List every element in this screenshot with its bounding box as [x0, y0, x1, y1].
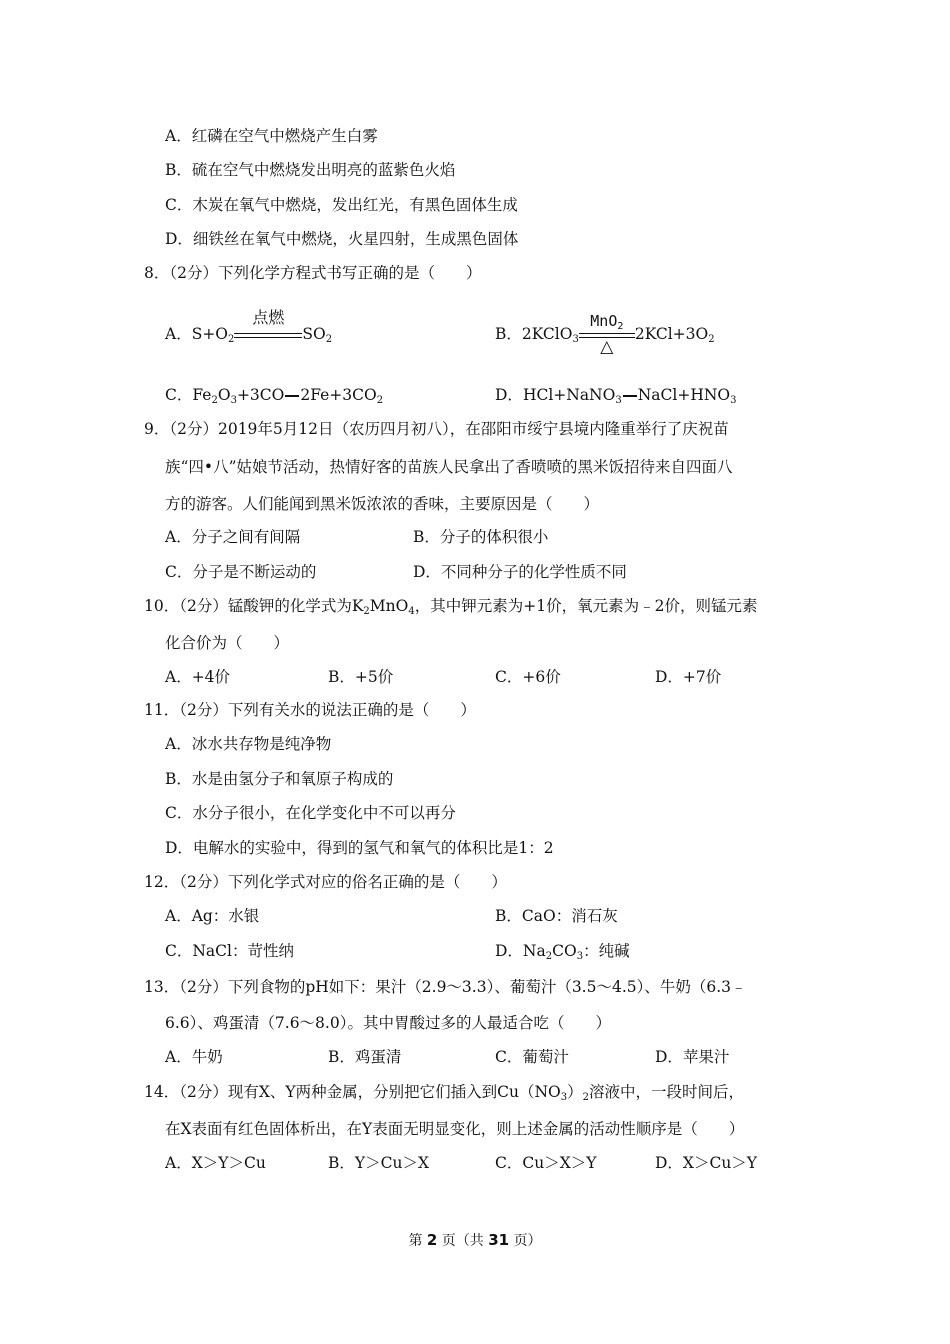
- q8-option-d: D．HCl+NaNO$_3$ $NaCl+HNO_3$: [495, 386, 737, 406]
- q9-stem-line2: 族“四•八”姑娘节活动，热情好客的苗族人民拿出了香喷喷的黑米饭招待来自四面八: [165, 458, 733, 476]
- q10-option-a: A．+4价: [165, 668, 231, 686]
- q9-stem-line1: 9．（2分）2019年5月12日（农历四月初八），在邵阳市绥宁县境内隆重举行了庆祝苗: [144, 420, 729, 438]
- q10-stem-line2: 化合价为（ ）: [165, 634, 290, 652]
- option-label: D．: [495, 386, 523, 404]
- q11-option-b: B．水是由氢分子和氧原子构成的: [165, 770, 394, 788]
- page-number: 2: [426, 1231, 438, 1249]
- q12-option-b: B．CaO：消石灰: [495, 907, 618, 925]
- q14-option-d: D．X＞Cu＞Y: [655, 1154, 758, 1172]
- reaction-condition: 点燃: [234, 325, 302, 345]
- q13-stem-line2: 6.6）、鸡蛋清（7.6～8.0）。其中胃酸过多的人最适合吃（ ）: [165, 1014, 611, 1032]
- q9-option-a: A．分子之间有间隔: [165, 528, 301, 546]
- q13-option-d: D．苹果汁: [655, 1048, 730, 1066]
- page-total: 31: [488, 1231, 510, 1249]
- q10-option-c: C．+6价: [495, 668, 561, 686]
- heat-triangle-icon: △: [600, 337, 614, 357]
- q11-option-a: A．冰水共存物是纯净物: [165, 735, 332, 753]
- q13-option-c: C．葡萄汁: [495, 1048, 569, 1066]
- q12-stem: 12．（2分）下列化学式对应的俗名正确的是（ ）: [144, 873, 507, 891]
- q11-option-d: D．电解水的实验中，得到的氢气和氧气的体积比是1：2: [165, 839, 554, 857]
- q13-option-b: B．鸡蛋清: [328, 1048, 402, 1066]
- option-label: B．: [495, 325, 522, 343]
- q8-stem: 8．（2分）下列化学方程式书写正确的是（ ）: [144, 264, 482, 282]
- q7-option-d: D．细铁丝在氧气中燃烧，火星四射，生成黑色固体: [165, 230, 519, 248]
- reaction-condition: MnO$_2$ △: [579, 325, 635, 345]
- q14-option-a: A．X＞Y＞Cu: [165, 1154, 266, 1172]
- option-label: A．: [165, 325, 192, 343]
- q8-option-b: B．2KClO$_3$ MnO$_2$ △ $2KCl+3O_2$: [495, 312, 715, 357]
- q9-option-b: B．分子的体积很小: [413, 528, 549, 546]
- q14-stem-line2: 在X表面有红色固体析出，在Y表面无明显变化，则上述金属的活动性顺序是（ ）: [165, 1120, 745, 1138]
- q11-stem: 11．（2分）下列有关水的说法正确的是（ ）: [144, 701, 476, 719]
- q7-option-c: C．木炭在氧气中燃烧，发出红光，有黑色固体生成: [165, 196, 518, 214]
- option-label: C．: [165, 386, 193, 404]
- page-footer: 第 2 页（共 31 页）: [408, 1231, 542, 1249]
- q14-stem-line1: 14．（2分）现有X、Y两种金属，分别把它们插入到$Cu(NO_3)_2$溶液中，一段时间后，: [144, 1083, 744, 1103]
- q14-option-c: C．Cu＞X＞Y: [495, 1154, 597, 1172]
- q11-option-c: C．水分子很小，在化学变化中不可以再分: [165, 804, 456, 822]
- q13-stem-line1: 13．（2分）下列食物的pH如下：果汁（2.9～3.3）、葡萄汁（3.5～4.5）、牛奶（6.3﹣: [144, 978, 747, 996]
- q9-option-c: C．分子是不断运动的: [165, 563, 317, 581]
- q10-option-b: B．+5价: [328, 668, 394, 686]
- q8-option-a: A．$S+O_2$ 点燃 $SO_2$: [165, 308, 333, 345]
- q9-option-d: D．不同种分子的化学性质不同: [413, 563, 627, 581]
- q14-option-b: B．Y＞Cu＞X: [328, 1154, 429, 1172]
- q10-option-d: D．+7价: [655, 668, 722, 686]
- q12-option-d: D．$Na_2CO_3$：纯碱: [495, 942, 630, 962]
- q12-option-a: A．Ag：水银: [165, 907, 260, 925]
- q7-option-a: A．红磷在空气中燃烧产生白雾: [165, 127, 378, 145]
- equals-sign: [285, 395, 299, 397]
- q8-option-c: C．$Fe_2O_3+3CO$ $2Fe+3CO_2$: [165, 386, 384, 406]
- q13-option-a: A．牛奶: [165, 1048, 223, 1066]
- q12-option-c: C．NaCl：苛性纳: [165, 942, 294, 960]
- q9-stem-line3: 方的游客。人们能闻到黑米饭浓浓的香味，主要原因是（ ）: [165, 495, 600, 513]
- q7-option-b: B．硫在空气中燃烧发出明亮的蓝紫色火焰: [165, 161, 456, 179]
- q10-stem-line1: 10．（2分）锰酸钾的化学式为$K_2MnO_4$，其中钾元素为+1价，氧元素为﹣2价，则锰元素: [144, 597, 758, 617]
- equals-sign: [623, 395, 637, 397]
